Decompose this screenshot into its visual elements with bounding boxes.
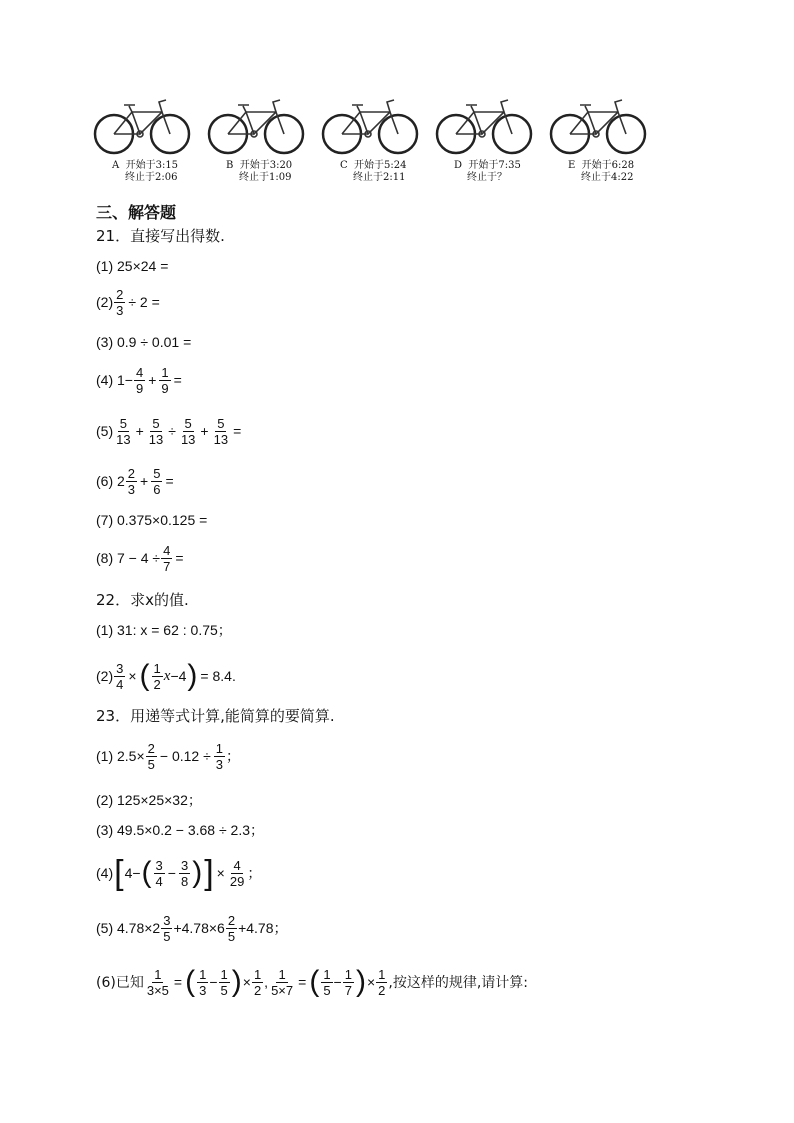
fraction: $\frac{2}{5}$ xyxy=(147,740,155,772)
bicycle-C xyxy=(320,94,424,186)
right-paren: ) xyxy=(192,856,203,889)
fraction: $\frac{5}{13}$ xyxy=(213,415,229,447)
fraction: $\frac{1}{3\times 5}$ xyxy=(146,966,169,998)
bicycle-start-D: D 开始于7:35 xyxy=(454,160,521,171)
bicycle-icon xyxy=(92,94,192,156)
fraction: $\frac{3}{4}$ xyxy=(116,660,124,692)
fraction: $\frac{5}{13}$ xyxy=(180,415,196,447)
fraction: $\frac{1}{3}$ xyxy=(215,740,223,772)
bicycle-icon xyxy=(548,94,648,156)
left-bracket: [ xyxy=(114,854,124,892)
bicycle-start-E: E 开始于6:28 xyxy=(568,160,635,171)
q22-item-2: (2) $\frac{3}{4}$ × ( $\frac{1}{2}$ x −4 ) = 8.4. xyxy=(96,659,236,692)
q21-item-7: (7) 0.375×0.125 = xyxy=(96,512,208,528)
q23-item-1: (1) 2.5× $\frac{2}{5}$ − 0.12 ÷ $\frac{1}{3}$ ； xyxy=(96,740,240,772)
fraction: $\frac{4}{9}$ xyxy=(135,364,144,396)
fraction: $\frac{1}{7}$ xyxy=(344,966,352,998)
fraction: $\frac{3}{8}$ xyxy=(180,857,189,889)
q23-item-2: (2) 125×25×32； xyxy=(96,792,202,808)
bicycle-end-C: 终止于2:11 xyxy=(353,172,406,183)
fraction: $\frac{5}{6}$ xyxy=(153,465,161,497)
fraction: $\frac{1}{5}$ xyxy=(220,966,228,998)
bicycle-icon xyxy=(320,94,420,156)
left-paren: ( xyxy=(185,965,196,998)
fraction: $\frac{1}{2}$ xyxy=(378,966,386,998)
bicycle-end-E: 终止于4:22 xyxy=(581,172,634,183)
q23-item-4: (4) [ 4− ( $\frac{3}{4}$ − $\frac{3}{8}$ ) ] × $\frac{4}{29}$ ； xyxy=(96,854,262,892)
bicycle-icon xyxy=(434,94,534,156)
fraction: $\frac{1}{5\times 7}$ xyxy=(271,966,294,998)
fraction: $\frac{2}{5}$ xyxy=(227,912,236,944)
bicycle-end-D: 终止于？ xyxy=(467,172,507,183)
bicycle-end-A: 终止于2:06 xyxy=(125,172,178,183)
fraction: $\frac{1}{2}$ xyxy=(153,660,161,692)
left-paren: ( xyxy=(139,659,150,692)
q21-item-5: (5) $\frac{5}{13}$ + $\frac{5}{13}$ ÷ $\frac{5}{13}$ + $\frac{5}{13}$ = xyxy=(96,415,242,447)
right-bracket: ] xyxy=(204,854,214,892)
question-21-title: 21．直接写出得数. xyxy=(96,227,225,245)
bicycle-end-B: 终止于1:09 xyxy=(239,172,292,183)
right-paren: ) xyxy=(231,965,242,998)
q21-item-2: (2) $\frac{2}{3}$ ÷ 2 = xyxy=(96,286,160,318)
fraction: $\frac{2}{3}$ xyxy=(116,286,124,318)
question-22-title: 22．求x的值. xyxy=(96,591,189,609)
section-title: 三、解答题 xyxy=(96,203,177,222)
q21-item-4: (4) 1− $\frac{4}{9}$ + $\frac{1}{9}$ = xyxy=(96,364,182,396)
fraction: $\frac{1}{5}$ xyxy=(323,966,331,998)
fraction: $\frac{4}{7}$ xyxy=(163,542,171,574)
q23-item-5: (5) 4.78×2 $\frac{3}{5}$ +4.78×6 $\frac{2}{5}$ +4.78； xyxy=(96,912,288,944)
fraction: $\frac{3}{4}$ xyxy=(155,857,163,889)
left-paren: ( xyxy=(141,856,152,889)
fraction: $\frac{1}{9}$ xyxy=(161,364,169,396)
bicycle-E xyxy=(548,94,652,186)
q23-item-3: (3) 49.5×0.2 − 3.68 ÷ 2.3； xyxy=(96,822,265,838)
bicycle-start-C: C 开始于5:24 xyxy=(340,160,407,171)
bicycle-B xyxy=(206,94,310,186)
bicycle-row xyxy=(92,94,662,186)
fraction: $\frac{2}{3}$ xyxy=(127,465,136,497)
bicycle-icon xyxy=(206,94,306,156)
q22-item-1: (1) 31: x = 62 : 0.75； xyxy=(96,622,232,638)
q21-item-8: (8) 7 − 4 ÷ $\frac{4}{7}$ = xyxy=(96,542,184,574)
fraction: $\frac{3}{5}$ xyxy=(163,912,171,944)
right-paren: ) xyxy=(187,659,198,692)
fraction: $\frac{1}{2}$ xyxy=(253,966,262,998)
bicycle-A xyxy=(92,94,196,186)
q21-item-1: (1) 25×24 = xyxy=(96,258,169,274)
fraction: $\frac{5}{13}$ xyxy=(148,415,164,447)
bicycle-start-B: B 开始于3:20 xyxy=(226,160,293,171)
q21-item-6: (6) 2 $\frac{2}{3}$ + $\frac{5}{6}$ = xyxy=(96,465,174,497)
bicycle-D xyxy=(434,94,538,186)
q21-item-3: (3) 0.9 ÷ 0.01 = xyxy=(96,334,192,350)
left-paren: ( xyxy=(309,965,320,998)
fraction: $\frac{4}{29}$ xyxy=(229,857,245,889)
right-paren: ) xyxy=(355,965,366,998)
bicycle-start-A: A 开始于3:15 xyxy=(112,160,179,171)
question-23-title: 23．用递等式计算,能简算的要简算. xyxy=(96,707,335,725)
q23-item-6: (6)已知 $\frac{1}{3\times 5}$ = ( $\frac{1}{3}$ − $\frac{1}{5}$ ) × $\frac{1}{2}$ , $\frac{1}{5\times 7}$ = ( $\frac{1}{5}$ − $\frac{1}{7}$ ) × $\frac{1}{2}$ ,按这样的规律,请计算: xyxy=(96,965,529,998)
fraction: $\frac{5}{13}$ xyxy=(116,415,131,447)
fraction: $\frac{1}{3}$ xyxy=(199,966,207,998)
